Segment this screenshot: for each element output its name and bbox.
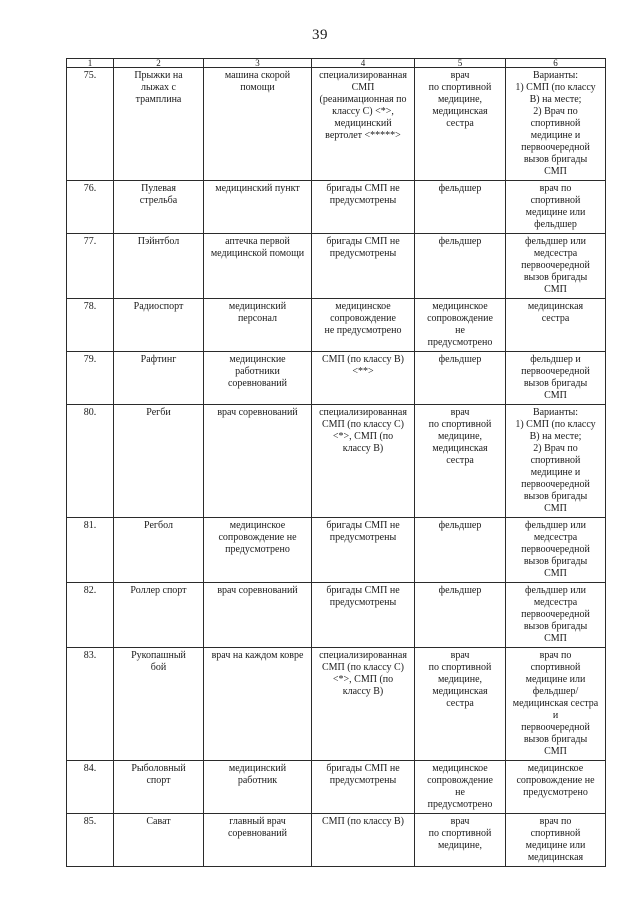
header-row	[67, 59, 606, 68]
medical-support-cell	[204, 68, 312, 181]
header-col-5: 5	[415, 59, 506, 68]
medical-staff: врач по спортивной медицине,	[428, 816, 492, 851]
ambulance-support-cell	[312, 352, 415, 405]
support-options: врач по спортивной медицине или фельдшер/медицинская сестра и первоочередной вызов бригады СМП	[512, 650, 599, 757]
support-options: медицинское сопровождение не предусмотрено	[516, 763, 595, 798]
row-number: 80.	[83, 407, 97, 418]
medical-support: врач соревнований	[217, 407, 298, 418]
table-row	[67, 583, 606, 648]
medical-support-cell	[204, 299, 312, 352]
header-col-6: 6	[506, 59, 606, 68]
row-number: 82.	[83, 585, 97, 596]
sport-name-cell	[114, 814, 204, 867]
support-options-cell	[506, 814, 606, 867]
header-col-2: 2	[114, 59, 204, 68]
ambulance-support: бригады СМП не предусмотрены	[326, 585, 400, 608]
ambulance-support: специализированная СМП (по классу С) <*>, СМП (по классу В)	[319, 650, 407, 697]
ambulance-support: специализированная СМП (по классу С) <*>, СМП (по классу В)	[319, 407, 407, 454]
medical-staff: фельдшер	[438, 585, 482, 596]
medical-support: главный врач соревнований	[227, 816, 288, 839]
row-number: 85.	[83, 816, 97, 827]
ambulance-support: СМП (по классу В) <**>	[322, 354, 404, 377]
support-options: врач по спортивной медицине или медицинская	[525, 816, 586, 863]
medical-support-cell	[204, 583, 312, 648]
sport-name-cell	[114, 761, 204, 814]
medical-staff: фельдшер	[438, 183, 482, 194]
sport-name-cell	[114, 518, 204, 583]
table-row	[67, 299, 606, 352]
row-number-cell	[67, 648, 114, 761]
medical-support-cell	[204, 181, 312, 234]
table-row	[67, 234, 606, 299]
sport-name-cell	[114, 352, 204, 405]
support-options-cell	[506, 648, 606, 761]
medical-support-cell	[204, 761, 312, 814]
ambulance-support: бригады СМП не предусмотрены	[326, 236, 400, 259]
support-options-cell	[506, 299, 606, 352]
ambulance-support: специализированная СМП (реанимационная по классу С) <*>, медицинский вертолет <*****>	[319, 70, 407, 141]
medical-staff: врач по спортивной медицине, медицинская сестра	[428, 650, 492, 709]
medical-support: врач соревнований	[217, 585, 298, 596]
sport-name: Рыболовный спорт	[131, 763, 186, 786]
medical-staff-cell	[415, 648, 506, 761]
row-number: 79.	[83, 354, 97, 365]
sport-name: Сават	[146, 816, 171, 827]
sport-name: Роллер спорт	[130, 585, 187, 596]
row-number-cell	[67, 814, 114, 867]
medical-support-cell	[204, 518, 312, 583]
medical-staff-cell	[415, 352, 506, 405]
table-row	[67, 518, 606, 583]
row-number: 84.	[83, 763, 97, 774]
row-number: 81.	[83, 520, 97, 531]
medical-staff: медицинское сопровождение не предусмотрено	[427, 763, 493, 810]
support-options: врач по спортивной медицине или фельдшер	[525, 183, 586, 230]
row-number-cell	[67, 68, 114, 181]
sport-name-cell	[114, 68, 204, 181]
ambulance-support-cell	[312, 583, 415, 648]
ambulance-support-cell	[312, 518, 415, 583]
sport-name: Прыжки на лыжах с трамплина	[134, 70, 183, 105]
medical-staff: фельдшер	[438, 236, 482, 247]
medical-support: медицинские работники соревнований	[227, 354, 288, 389]
support-options-cell	[506, 761, 606, 814]
row-number: 78.	[83, 301, 97, 312]
medical-support-cell	[204, 814, 312, 867]
support-options-cell	[506, 352, 606, 405]
medical-staff: врач по спортивной медицине, медицинская сестра	[428, 70, 492, 129]
medical-staff-cell	[415, 405, 506, 518]
ambulance-support: медицинское сопровождение не предусмотрено	[324, 301, 402, 336]
sport-name: Пулевая стрельба	[139, 183, 178, 206]
row-number: 77.	[83, 236, 97, 247]
ambulance-support-cell	[312, 648, 415, 761]
ambulance-support: бригады СМП не предусмотрены	[326, 520, 400, 543]
header-col-1: 1	[67, 59, 114, 68]
table-row	[67, 648, 606, 761]
table-header	[67, 59, 606, 68]
medical-staff-cell	[415, 583, 506, 648]
table-row	[67, 761, 606, 814]
ambulance-support: бригады СМП не предусмотрены	[326, 183, 400, 206]
sport-name-cell	[114, 648, 204, 761]
medical-support: медицинское сопровождение не предусмотрено	[218, 520, 297, 555]
support-options-cell	[506, 68, 606, 181]
row-number: 76.	[83, 183, 97, 194]
support-options-cell	[506, 405, 606, 518]
sport-name: Пэйнтбол	[137, 236, 180, 247]
sport-name: Рафтинг	[140, 354, 177, 365]
medical-staff-cell	[415, 68, 506, 181]
ambulance-support-cell	[312, 299, 415, 352]
row-number: 75.	[83, 70, 97, 81]
ambulance-support-cell	[312, 68, 415, 181]
row-number-cell	[67, 299, 114, 352]
ambulance-support-cell	[312, 814, 415, 867]
medical-support-cell	[204, 352, 312, 405]
ambulance-support-cell	[312, 761, 415, 814]
sport-name-cell	[114, 405, 204, 518]
medical-staff: фельдшер	[438, 354, 482, 365]
ambulance-support: СМП (по классу В)	[322, 816, 404, 827]
row-number-cell	[67, 181, 114, 234]
ambulance-support-cell	[312, 405, 415, 518]
table-row	[67, 405, 606, 518]
sport-name: Регбол	[144, 520, 173, 531]
table-body	[67, 68, 606, 867]
medical-support-cell	[204, 648, 312, 761]
medical-support: машина скорой помощи	[224, 70, 291, 93]
support-options-cell	[506, 518, 606, 583]
ambulance-support-cell	[312, 181, 415, 234]
table-row	[67, 68, 606, 181]
medical-staff: фельдшер	[438, 520, 482, 531]
medical-support: медицинский работник	[228, 763, 287, 786]
sport-name-cell	[114, 234, 204, 299]
medical-staff-cell	[415, 761, 506, 814]
support-options: Варианты: 1) СМП (по классу В) на месте; 2) Врач по спортивной медицине и первоочередной вызов бригады СМП	[515, 70, 596, 177]
medical-support-cell	[204, 234, 312, 299]
page-number: 39	[312, 27, 328, 43]
row-number-cell	[67, 583, 114, 648]
sport-name: Радиоспорт	[133, 301, 184, 312]
medical-staff-cell	[415, 518, 506, 583]
medical-staff-cell	[415, 181, 506, 234]
support-options-cell	[506, 234, 606, 299]
row-number-cell	[67, 518, 114, 583]
support-options: фельдшер и первоочередной вызов бригады СМП	[521, 354, 590, 401]
medical-support: медицинский персонал	[228, 301, 287, 324]
medical-staff-cell	[415, 234, 506, 299]
table-row	[67, 352, 606, 405]
sports-medical-table	[66, 58, 606, 867]
row-number: 83.	[83, 650, 97, 661]
ambulance-support-cell	[312, 234, 415, 299]
medical-staff: медицинское сопровождение не предусмотрено	[427, 301, 493, 348]
header-col-3: 3	[204, 59, 312, 68]
medical-support-cell	[204, 405, 312, 518]
row-number-cell	[67, 234, 114, 299]
medical-support: медицинский пункт	[215, 183, 300, 194]
row-number-cell	[67, 761, 114, 814]
sport-name-cell	[114, 299, 204, 352]
support-options: фельдшер или медсестра первоочередной вызов бригады СМП	[521, 585, 590, 644]
header-col-4: 4	[312, 59, 415, 68]
medical-staff: врач по спортивной медицине, медицинская сестра	[428, 407, 492, 466]
sport-name-cell	[114, 181, 204, 234]
medical-staff-cell	[415, 299, 506, 352]
sport-name: Регби	[146, 407, 171, 418]
support-options: фельдшер или медсестра первоочередной вызов бригады СМП	[521, 520, 590, 579]
table-row	[67, 181, 606, 234]
medical-staff-cell	[415, 814, 506, 867]
ambulance-support: бригады СМП не предусмотрены	[326, 763, 400, 786]
support-options-cell	[506, 583, 606, 648]
support-options: Варианты: 1) СМП (по классу В) на месте; 2) Врач по спортивной медицине и первоочередной вызов бригады СМП	[515, 407, 596, 514]
medical-support: аптечка первой медицинской помощи	[210, 236, 305, 259]
row-number-cell	[67, 352, 114, 405]
support-options-cell	[506, 181, 606, 234]
support-options: фельдшер или медсестра первоочередной вызов бригады СМП	[521, 236, 590, 295]
sport-name-cell	[114, 583, 204, 648]
table-row	[67, 814, 606, 867]
row-number-cell	[67, 405, 114, 518]
sport-name: Рукопашный бой	[131, 650, 186, 673]
support-options: медицинская сестра	[527, 301, 584, 324]
medical-support: врач на каждом ковре	[211, 650, 304, 661]
